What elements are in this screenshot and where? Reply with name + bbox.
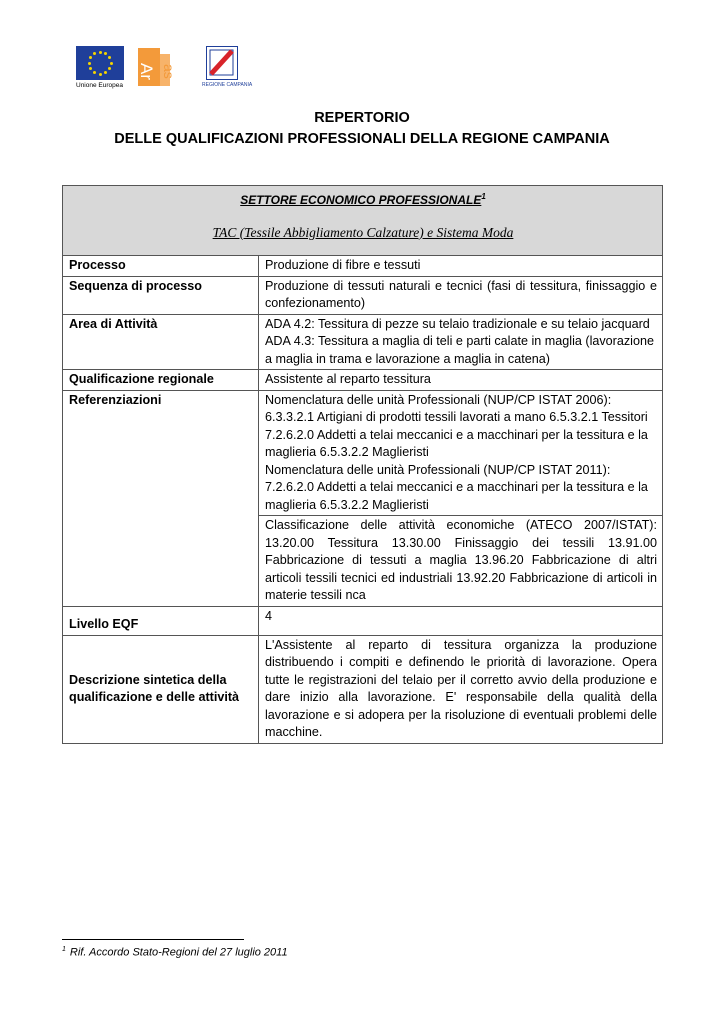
table-row <box>63 635 663 743</box>
processo-value: Produzione di fibre e tessuti <box>259 256 663 277</box>
table-row <box>63 370 663 391</box>
eu-star-icon <box>99 51 102 54</box>
sequenza-label: Sequenza di processo <box>63 276 259 314</box>
descrizione-label: Descrizione sintetica della qualificazione e delle attività <box>63 635 259 743</box>
referenziazioni-label: Referenziazioni <box>63 390 259 606</box>
eu-flag-icon <box>76 46 124 80</box>
sequenza-value: Produzione di tessuti naturali e tecnici (fasi di tessitura, finissaggio e confezionamento) <box>259 276 663 314</box>
qualificazione-label: Qualificazione regionale <box>63 370 259 391</box>
table-row <box>63 314 663 370</box>
qualification-table <box>62 185 663 744</box>
footnote-number: 1 <box>62 946 66 953</box>
sector-header-cell <box>63 186 663 256</box>
sector-header-row <box>63 186 663 256</box>
table-row <box>63 390 663 516</box>
eu-star-icon <box>93 52 96 55</box>
page-subtitle: DELLE QUALIFICAZIONI PROFESSIONALI DELLA REGIONE CAMPANIA <box>114 131 610 147</box>
svg-text:Ar: Ar <box>138 63 156 80</box>
footnote-ref: 1 <box>481 192 486 201</box>
table-row <box>63 276 663 314</box>
eu-star-icon <box>93 71 96 74</box>
referenziazioni-ateco: Classificazione delle attività economiche (ATECO 2007/ISTAT): 13.20.00 Tessitura 13.30.00 Finissaggio dei tessili 13.91.00 Fabbricazione di tessuti a maglia 13.96.20 Fabbricazione di altri articoli tessili tecnici ed industriali 13.92.20 Fabbricazione di articoli in materie tessili nca <box>259 516 663 607</box>
eu-star-icon <box>104 52 107 55</box>
campania-shield-icon <box>206 46 238 80</box>
eu-star-icon <box>108 67 111 70</box>
arlas-logo <box>138 48 188 86</box>
eu-star-icon <box>99 73 102 76</box>
svg-text:as: as <box>161 64 177 79</box>
eu-star-icon <box>89 67 92 70</box>
area-label: Area di Attività <box>63 314 259 370</box>
eqf-label: Livello EQF <box>63 606 259 635</box>
qualificazione-value: Assistente al reparto tessitura <box>259 370 663 391</box>
campania-caption: REGIONE CAMPANIA <box>202 82 253 88</box>
eu-star-icon <box>88 62 91 65</box>
area-ada-4-3: ADA 4.3: Tessitura a maglia di teli e parti calate in maglia (lavorazione a maglia in trama e lavorazione a maglia in catena) <box>265 334 654 366</box>
sector-label: SETTORE ECONOMICO PROFESSIONALE <box>240 193 482 208</box>
table-row <box>63 256 663 277</box>
eqf-value: 4 <box>259 606 663 635</box>
footnote-divider <box>62 939 244 940</box>
footnote-text: Rif. Accordo Stato-Regioni del 27 luglio 2011 <box>69 946 288 959</box>
nup-2011: Nomenclatura delle unità Professionali (NUP/CP ISTAT 2011): 7.2.6.2.0 Addetti a telai meccanici e a macchinari per la tessitura e la maglieria 6.5.3.2.2 Maglieristi <box>265 462 648 512</box>
table-row <box>63 606 663 635</box>
nup-2006: Nomenclatura delle unità Professionali (NUP/CP ISTAT 2006): 6.3.3.2.1 Artigiani di prodotti tessili lavorati a mano 6.5.3.2.1 Tessitori 7.2.6.2.0 Addetti a telai meccanici e a macchinari per la tessitura e la maglieria 6.5.3.2.2 Maglieristi <box>265 392 648 459</box>
regione-campania-logo <box>202 46 253 88</box>
eu-star-icon <box>108 56 111 59</box>
referenziazioni-nup <box>259 390 663 516</box>
eu-star-icon <box>104 71 107 74</box>
eu-star-icon <box>89 56 92 59</box>
area-value <box>259 314 663 370</box>
eu-star-icon <box>110 62 113 65</box>
area-ada-4-2: ADA 4.2: Tessitura di pezze su telaio tradizionale e su telaio jacquard <box>265 316 650 331</box>
processo-label: Processo <box>63 256 259 277</box>
sector-name: TAC (Tessile Abbigliamento Calzature) e Sistema Moda <box>212 224 514 240</box>
descrizione-value: L'Assistente al reparto di tessitura organizza la produzione distribuendo i compiti e definendo le priorità di lavorazione. Opera tutte le registrazioni del telaio per il corretto avvio della produzione e dare inizio alla lavorazione. E' responsabile della qualità della lavorazione e si adopera per la risoluzione di eventuali problemi delle macchine. <box>259 635 663 743</box>
eu-caption: Unione Europea <box>76 82 123 89</box>
footnote <box>62 946 288 959</box>
page-title: REPERTORIO <box>314 110 410 126</box>
eu-logo <box>76 46 124 89</box>
